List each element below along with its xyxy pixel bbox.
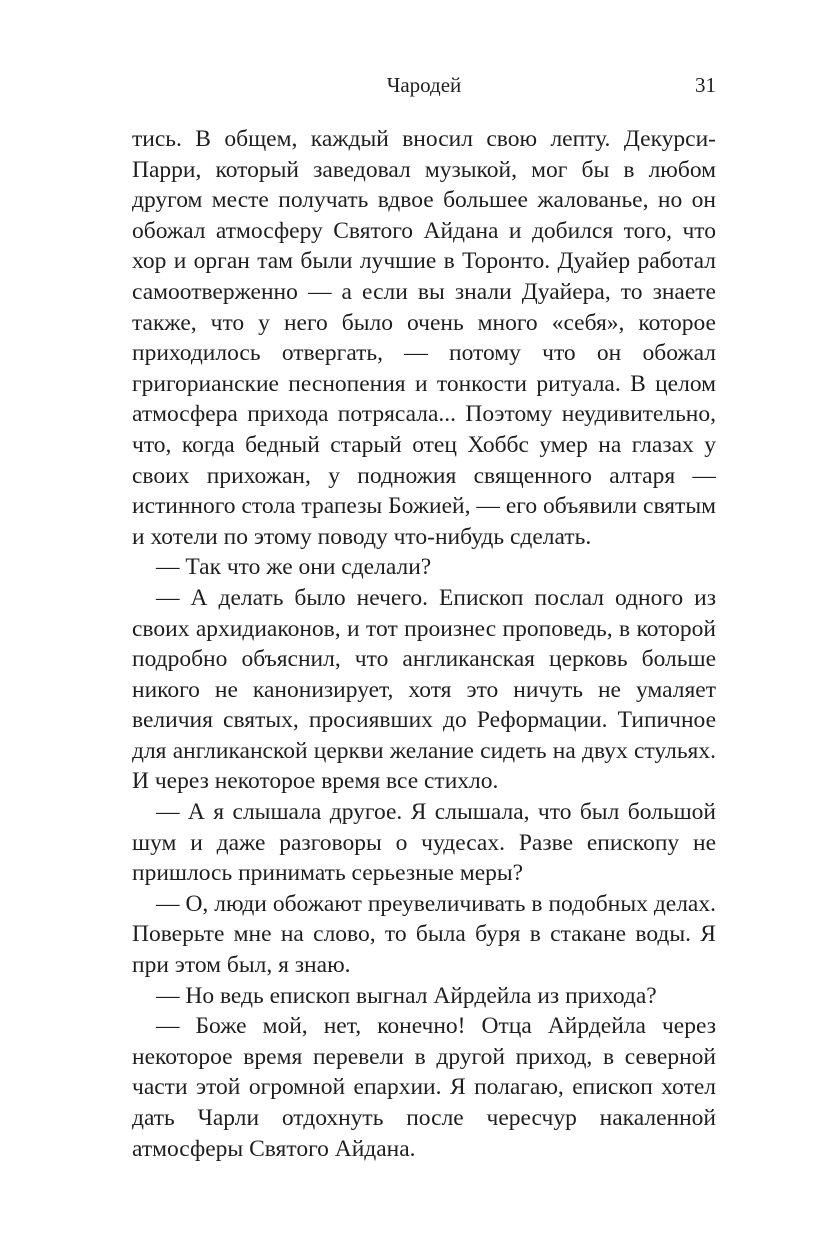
body-text — [132, 124, 716, 1164]
page-number: 31 — [695, 73, 716, 97]
dialogue-line: — А я слышала другое. Я слышала, что был большой шум и даже разговоры о чудесах. Разве епископу не пришлось принимать серьезные меры? — [132, 799, 716, 887]
dialogue-line: — Но ведь епископ выгнал Айрдейла из прихода? — [156, 982, 657, 1009]
paragraph-continuation: тись. В общем, каждый вносил свою лепту. Декурси-Парри, который заведовал музыкой, мог бы в любом другом месте получать вдвое большее жалованье, но он обожал атмосферу Святого Айдана и добился того, что хор и орган там были лучшие в Торонто. Дуайер работал самоотверженно — а если вы знали Дуайера, то знаете также, что у него было очень много «себя», которое приходилось отвергать, — потому что он обожал григорианские песнопения и тонкости ритуала. В целом атмосфера прихода потрясала... Поэтому неудивительно, что, когда бедный старый отец Хоббс умер на глазах у своих прихожан, у подножия священного алтаря — истинного стола трапезы Божией, — его объявили святым и хотели по этому поводу что-нибудь сделать. — [132, 126, 716, 550]
dialogue-line: — О, люди обожают преувеличивать в подобных делах. Поверьте мне на слово, то была буря в стакане воды. Я при этом был, я знаю. — [132, 890, 716, 979]
running-title: Чародей — [386, 73, 462, 97]
running-header — [132, 70, 716, 100]
dialogue-line: — Так что же они сделали? — [156, 554, 432, 581]
dialogue-line: — А делать было нечего. Епископ послал одного из своих архидиаконов, и тот произнес проповедь, в которой подробно объяснил, что англиканская церковь больше никого не канонизирует, хотя это ничуть не умаляет величия святых, просиявших до Реформации. Типичное для англиканской церкви желание сидеть на двух стульях. И через некоторое время все стихло. — [132, 584, 716, 795]
dialogue-line: — Боже мой, нет, конечно! Отца Айрдейла через некоторое время перевели в другой приход, в северной части этой огромной епархии. Я полагаю, епископ хотел дать Чарли отдохнуть после чересчур накаленной атмосферы Святого Айдана. — [132, 1013, 716, 1162]
